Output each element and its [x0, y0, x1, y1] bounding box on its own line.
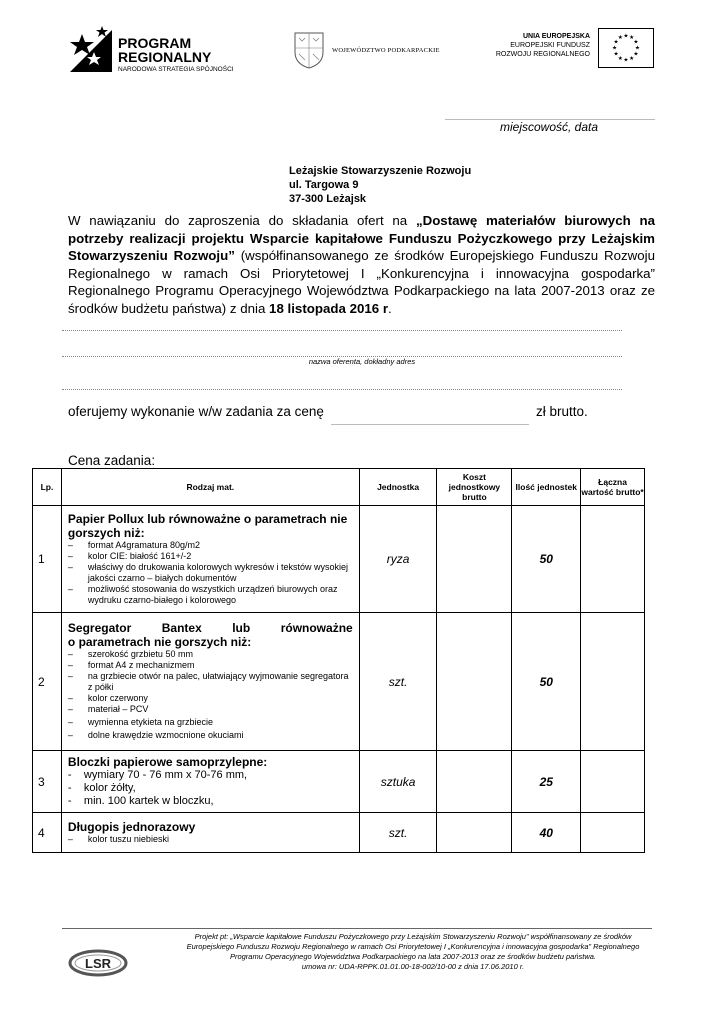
- row-qty: 50: [512, 613, 581, 751]
- svg-text:★: ★: [633, 39, 639, 46]
- item-spec: – możliwość stosowania do wszystkich urządzeń biurowych oraz wydruku czarno-białego i kolorowego: [68, 584, 353, 606]
- row-description: [61, 751, 359, 813]
- svg-text:★: ★: [629, 34, 635, 41]
- oferent-label: nazwa oferenta, dokładny adres: [308, 357, 416, 366]
- offer-text: oferujemy wykonanie w/w zadania za cenę: [68, 404, 324, 419]
- row-description: [61, 613, 359, 751]
- program-logo-line2: REGIONALNY: [118, 49, 212, 65]
- item-spec: – właściwy do drukowania kolorowych wykresów i tekstów wysokiej jakości czarno – białych dokumentów: [68, 562, 353, 584]
- recipient-address: [289, 164, 471, 206]
- svg-text:★: ★: [613, 39, 619, 46]
- recipient-city: 37-300 Leżajsk: [289, 193, 367, 205]
- item-spec: – wymienna etykieta na grzbiecie: [68, 717, 353, 728]
- header-qty: Ilość jednostek: [512, 469, 581, 506]
- row-total[interactable]: [581, 751, 645, 813]
- row-lp: 3: [33, 751, 62, 813]
- item-spec: – format A4 z mechanizmem: [68, 660, 353, 671]
- offer-currency: zł brutto.: [536, 404, 588, 419]
- row-unit: szt.: [359, 813, 437, 853]
- recipient-name: Leżajskie Stowarzyszenie Rozwoju: [289, 165, 472, 177]
- eu-logo-line3: ROZWOJU REGIONALNEGO: [495, 51, 590, 58]
- item-title: Papier Pollux lub równoważne o parametrach nie gorszych niż:: [67, 512, 348, 540]
- item-spec: – kolor CIE: białość 161+/-2: [68, 551, 353, 562]
- svg-text:★: ★: [623, 57, 629, 64]
- lsr-logo-icon: [68, 948, 128, 978]
- row-qty: 40: [512, 813, 581, 853]
- intro-text-3: .: [388, 300, 392, 316]
- eu-logo: [484, 28, 654, 72]
- item-title: Segregator Bantex lub równoważne: [67, 620, 353, 635]
- item-spec: – na grzbiecie otwór na palec, ułatwiający wyjmowanie segregatora z półki: [68, 671, 353, 693]
- footer-divider: [62, 928, 652, 929]
- svg-text:★: ★: [617, 34, 623, 41]
- item-spec: - wymiary 70 - 76 mm x 70-76 mm,: [68, 769, 353, 782]
- eu-logo-line2: EUROPEJSKI FUNDUSZ: [510, 42, 590, 49]
- price-table: [32, 468, 645, 853]
- row-unit-cost[interactable]: [437, 613, 512, 751]
- row-unit: szt.: [359, 613, 437, 751]
- voivodeship-logo-text: WOJEWÓDZTWO PODKARPACKIE: [332, 47, 440, 54]
- row-lp: 2: [33, 613, 62, 751]
- intro-paragraph: [68, 212, 655, 317]
- table-row: [33, 813, 645, 853]
- coat-of-arms-icon: [292, 30, 326, 70]
- program-logo-line1: PROGRAM: [118, 35, 192, 51]
- row-qty: 50: [512, 506, 581, 613]
- item-spec: – format A4gramatura 80g/m2: [68, 540, 353, 551]
- row-unit: sztuka: [359, 751, 437, 813]
- item-spec: – kolor czerwony: [68, 693, 353, 704]
- intro-tender-title: „Dostawę materiałów biurowych na potrzeby realizacji projektu Wsparcie kapitałowe Funduszu Pożyczkowego przy Leżajskim Stowarzyszeniu Rozwoju”: [68, 213, 655, 263]
- svg-text:★: ★: [623, 33, 629, 40]
- row-description: [61, 506, 359, 613]
- row-lp: 1: [33, 506, 62, 613]
- row-lp: 4: [33, 813, 62, 853]
- footer-contract: umowa nr: UDA-RPPK.01.01.00-18-002/10-00 z dnia 17.06.2010 r.: [301, 962, 525, 971]
- program-logo-line3: NARODOWA STRATEGIA SPÓJNOŚCI: [118, 66, 234, 73]
- footer-text: [178, 932, 648, 972]
- header-total: Łączna wartość brutto*: [581, 469, 645, 506]
- lsr-logo-text: LSR: [85, 956, 111, 971]
- oferent-line-1: [62, 330, 622, 331]
- recipient-street: ul. Targowa 9: [289, 179, 359, 191]
- svg-text:★: ★: [629, 55, 635, 62]
- table-row: [33, 506, 645, 613]
- row-unit-cost[interactable]: [437, 506, 512, 613]
- table-row: [33, 751, 645, 813]
- item-spec: – szerokość grzbietu 50 mm: [68, 649, 353, 660]
- table-row: [33, 613, 645, 751]
- footer-project: Projekt pt: „Wsparcie kapitałowe Funduszu Pożyczkowego przy Leżajskim Stowarzyszeniu Rozwoju” współfinansowany ze środków Europejskiego Funduszu Rozwoju Regionalnego w ramach Osi Priorytetowej I „Konkurencyjna i innowacyjna gospodarka” Regionalnego Programu Operacyjnego Województwa Podkarpackiego na lata 2007-2013 oraz ze środków budżetu państwa.: [186, 932, 640, 961]
- item-spec: - min. 100 kartek w bloczku,: [68, 795, 353, 808]
- svg-text:★: ★: [612, 45, 618, 52]
- place-date-label: miejscowość, data: [500, 120, 599, 134]
- intro-text-1: W nawiązaniu do zaproszenia do składania ofert na: [68, 213, 416, 228]
- row-total[interactable]: [581, 813, 645, 853]
- header-item: Rodzaj mat.: [61, 469, 359, 506]
- price-heading: Cena zadania:: [68, 453, 156, 468]
- row-unit-cost[interactable]: [437, 813, 512, 853]
- item-spec: – dolne krawędzie wzmocnione okuciami: [68, 730, 353, 741]
- row-unit-cost[interactable]: [437, 751, 512, 813]
- item-title: Długopis jednorazowy: [67, 820, 196, 834]
- voivodeship-logo: [292, 30, 452, 74]
- svg-text:★: ★: [617, 55, 623, 62]
- program-regionalny-logo: [68, 24, 248, 80]
- item-title: Bloczki papierowe samoprzylepne:: [67, 755, 268, 769]
- svg-text:★: ★: [613, 51, 619, 58]
- eu-logo-line1: UNIA EUROPEJSKA: [522, 33, 590, 40]
- header-unit-cost: Koszt jednostkowy brutto: [437, 469, 512, 506]
- row-unit: ryza: [359, 506, 437, 613]
- intro-date: 18 listopada 2016 r: [269, 300, 389, 316]
- row-description: [61, 813, 359, 853]
- header-lp: Lp.: [33, 469, 62, 506]
- offer-price-field[interactable]: [331, 424, 529, 425]
- row-qty: 25: [512, 751, 581, 813]
- program-regionalny-icon: [68, 24, 114, 74]
- item-spec: – materiał – PCV: [68, 704, 353, 715]
- table-header-row: [33, 469, 645, 506]
- intro-text-2: (współfinansowanego ze środków Europejskiego Funduszu Rozwoju Regionalnego w ramach Osi Priorytetowej I „Konkurencyjna i innowacyjna gospodarka” Regionalnego Programu Operacyjnego Województwa Podkarpackiego na lata 2007-2013 oraz ze środków budżetu państwa) z dnia: [68, 248, 655, 316]
- svg-text:★: ★: [634, 45, 640, 52]
- row-total[interactable]: [581, 613, 645, 751]
- oferent-line-3: [62, 389, 622, 390]
- svg-text:★: ★: [633, 51, 639, 58]
- item-spec: - kolor żółty,: [68, 782, 353, 795]
- eu-flag-icon: [598, 28, 654, 68]
- item-spec: – kolor tuszu niebieski: [68, 834, 353, 845]
- header-unit: Jednostka: [359, 469, 437, 506]
- row-total[interactable]: [581, 506, 645, 613]
- item-title-line2: o parametrach nie gorszych niż:: [67, 634, 252, 649]
